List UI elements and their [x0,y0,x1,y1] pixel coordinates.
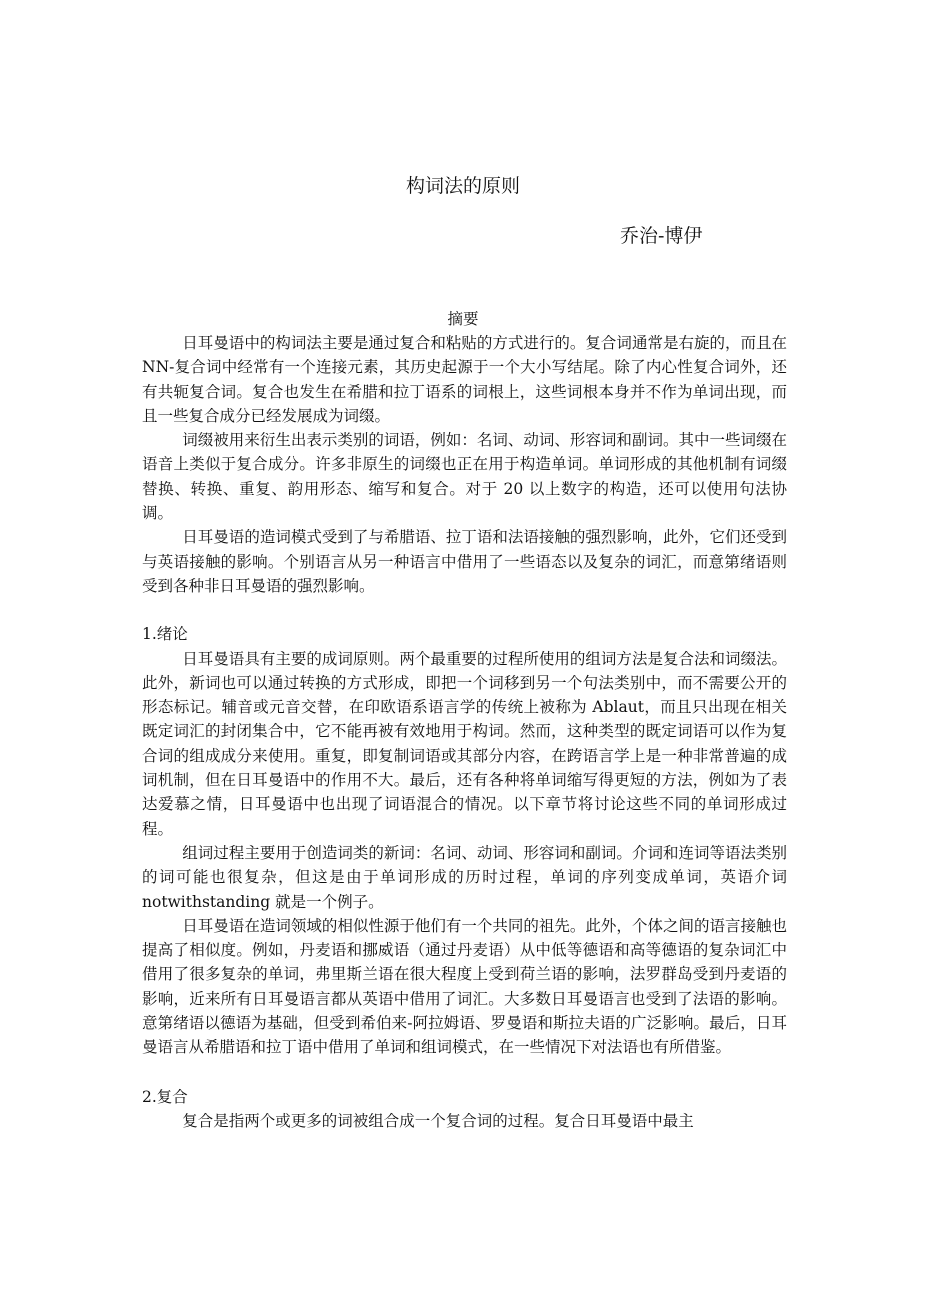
document-author: 乔治-博伊 [620,225,703,247]
body-paragraph: 复合是指两个或更多的词被组合成一个复合词的过程。复合日耳曼语中最主 [182,1111,694,1130]
document-body [142,331,787,1133]
abstract-paragraph: 词缀被用来衍生出表示类别的词语，例如：名词、动词、形容词和副词。其中一些词缀在语音上类似于复合成分。许多非原生的词缀也正在用于构造单词。单词形成的其他机制有词缀替换、转换、重复、韵用形态、缩写和复合。对于 20 以上数字的构造，还可以使用句法协调。 [142,431,787,523]
body-paragraph: 日耳曼语在造词领域的相似性源于他们有一个共同的祖先。此外，个体之间的语言接触也提高了相似度。例如，丹麦语和挪威语（通过丹麦语）从中低等德语和高等德语的复杂词汇中借用了很多复杂的单词，弗里斯兰语在很大程度上受到荷兰语的影响，法罗群岛受到丹麦语的影响，近来所有日耳曼语言都从英语中借用了词汇。大多数日耳曼语言也受到了法语的影响。意第绪语以德语为基础，但受到希伯来-阿拉姆语、罗曼语和斯拉夫语的广泛影响。最后，日耳曼语言从希腊语和拉丁语中借用了单词和组词模式，在一些情况下对法语也有所借鉴。 [142,916,787,1057]
abstract-heading: 摘要 [447,310,479,328]
section-heading: 2.复合 [142,1087,188,1106]
body-paragraph: 组词过程主要用于创造词类的新词：名词、动词、形容词和副词。介词和连词等语法类别的词可能也很复杂，但这是由于单词形成的历时过程，单词的序列变成单词，英语介词 notwithstanding 就是一个例子。 [142,843,787,911]
abstract-paragraph: 日耳曼语中的构词法主要是通过复合和粘贴的方式进行的。复合词通常是右旋的，而且在 NN-复合词中经常有一个连接元素，其历史起源于一个大小写结尾。除了内心性复合词外，还有共轭复合词。复合也发生在希腊和拉丁语系的词根上，这些词根本身并不作为单词出现，而且一些复合成分已经发展成为词缀。 [142,334,787,425]
document-title: 构词法的原则 [405,175,520,197]
abstract-paragraph: 日耳曼语的造词模式受到了与希腊语、拉丁语和法语接触的强烈影响，此外，它们还受到与英语接触的影响。个别语言从另一种语言中借用了一些语态以及复杂的词汇，而意第绪语则受到各种非日耳曼语的强烈影响。 [142,528,787,595]
section-heading: 1.绪论 [142,625,188,644]
body-paragraph: 日耳曼语具有主要的成词原则。两个最重要的过程所使用的组词方法是复合法和词缀法。此外，新词也可以通过转换的方式形成，即把一个词移到另一个句法类别中，而不需要公开的形态标记。辅音或元音交替，在印欧语系语言学的传统上被称为 Ablaut，而且只出现在相关既定词汇的封闭集合中，它不能再被有效地用于构词。然而，这种类型的既定词语可以作为复合词的组成成分来使用。重复，即复制词语或其部分内容，在跨语言学上是一种非常普遍的成词机制，但在日耳曼语中的作用不大。最后，还有各种将单词缩写得更短的方法，例如为了表达爱慕之情，日耳曼语中也出现了词语混合的情况。以下章节将讨论这些不同的单词形成过程。 [142,649,787,838]
